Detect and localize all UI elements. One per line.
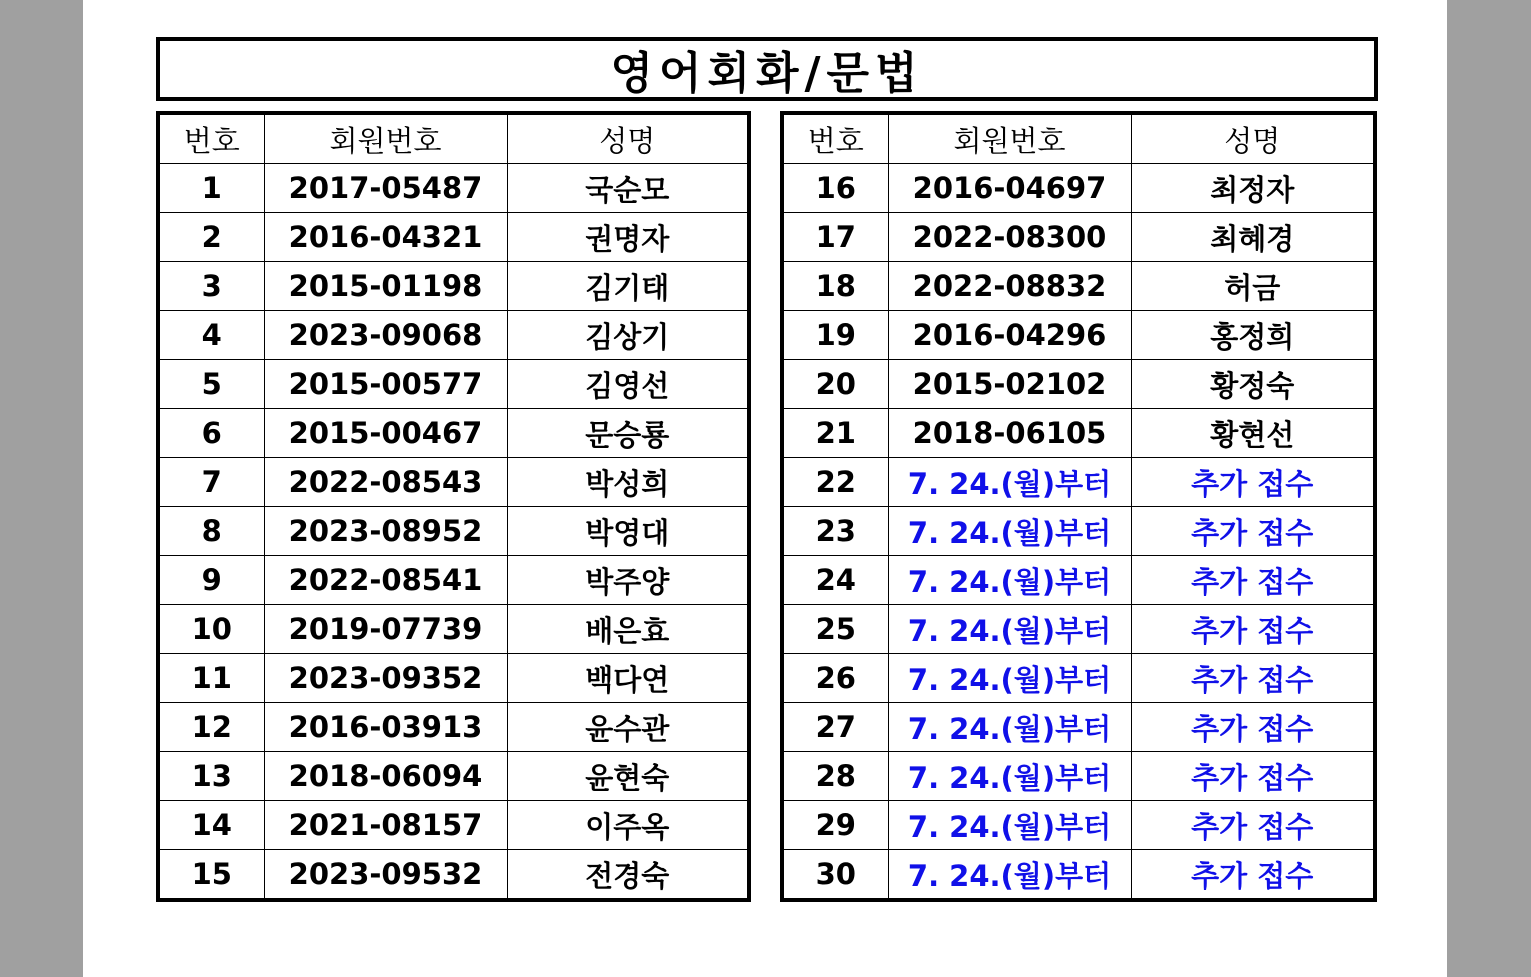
cell-name: 전경숙: [507, 850, 749, 901]
cell-name: 최혜경: [1131, 213, 1375, 262]
cell-name: 김상기: [507, 311, 749, 360]
table-row: [158, 703, 749, 752]
table-row: [782, 213, 1375, 262]
table-row: [782, 311, 1375, 360]
cell-member-id: 2023-09068: [264, 311, 507, 360]
table-row: [782, 409, 1375, 458]
cell-name: 박성희: [507, 458, 749, 507]
cell-name: 추가 접수: [1131, 458, 1375, 507]
cell-number: 15: [158, 850, 264, 901]
table-row: [158, 654, 749, 703]
cell-member-id: 2019-07739: [264, 605, 507, 654]
header-row: [158, 113, 749, 164]
table-row: [782, 703, 1375, 752]
cell-name: 김영선: [507, 360, 749, 409]
table-row: [782, 850, 1375, 901]
table-row: [782, 360, 1375, 409]
cell-member-id: 7. 24.(월)부터: [888, 752, 1131, 801]
cell-name: 추가 접수: [1131, 801, 1375, 850]
cell-number: 25: [782, 605, 888, 654]
cell-member-id: 2023-09532: [264, 850, 507, 901]
cell-member-id: 2023-08952: [264, 507, 507, 556]
cell-name: 추가 접수: [1131, 605, 1375, 654]
cell-name: 추가 접수: [1131, 752, 1375, 801]
table-row: [158, 360, 749, 409]
cell-member-id: 7. 24.(월)부터: [888, 850, 1131, 901]
cell-number: 27: [782, 703, 888, 752]
cell-member-id: 2016-03913: [264, 703, 507, 752]
cell-name: 박주양: [507, 556, 749, 605]
cell-name: 추가 접수: [1131, 850, 1375, 901]
table-row: [158, 409, 749, 458]
cell-member-id: 2018-06094: [264, 752, 507, 801]
cell-number: 10: [158, 605, 264, 654]
table-row: [782, 164, 1375, 213]
cell-number: 18: [782, 262, 888, 311]
cell-name: 배은효: [507, 605, 749, 654]
cell-number: 30: [782, 850, 888, 901]
cell-number: 8: [158, 507, 264, 556]
cell-member-id: 2022-08541: [264, 556, 507, 605]
cell-name: 박영대: [507, 507, 749, 556]
table-row: [158, 801, 749, 850]
table-row: [782, 556, 1375, 605]
cell-number: 13: [158, 752, 264, 801]
table-row: [782, 801, 1375, 850]
cell-member-id: 2016-04296: [888, 311, 1131, 360]
cell-member-id: 7. 24.(월)부터: [888, 556, 1131, 605]
cell-name: 황현선: [1131, 409, 1375, 458]
cell-member-id: 2017-05487: [264, 164, 507, 213]
table-row: [158, 262, 749, 311]
table-row: [158, 458, 749, 507]
cell-member-id: 7. 24.(월)부터: [888, 703, 1131, 752]
roster-table-right: [780, 111, 1377, 902]
cell-member-id: 7. 24.(월)부터: [888, 654, 1131, 703]
table-row: [782, 262, 1375, 311]
table-row: [158, 850, 749, 901]
cell-member-id: 2015-00467: [264, 409, 507, 458]
cell-member-id: 2023-09352: [264, 654, 507, 703]
cell-member-id: 2022-08832: [888, 262, 1131, 311]
page-title: 영어회화/문법: [156, 37, 1378, 101]
document-page: [83, 0, 1447, 977]
cell-number: 28: [782, 752, 888, 801]
cell-number: 20: [782, 360, 888, 409]
cell-number: 16: [782, 164, 888, 213]
cell-number: 26: [782, 654, 888, 703]
column-header-number: 번호: [158, 113, 264, 164]
cell-number: 17: [782, 213, 888, 262]
cell-name: 추가 접수: [1131, 556, 1375, 605]
table-row: [782, 507, 1375, 556]
table-row: [782, 458, 1375, 507]
cell-name: 홍정희: [1131, 311, 1375, 360]
cell-number: 22: [782, 458, 888, 507]
cell-name: 백다연: [507, 654, 749, 703]
cell-name: 허금: [1131, 262, 1375, 311]
cell-number: 14: [158, 801, 264, 850]
cell-name: 윤수관: [507, 703, 749, 752]
cell-member-id: 7. 24.(월)부터: [888, 801, 1131, 850]
cell-member-id: 2016-04697: [888, 164, 1131, 213]
cell-name: 추가 접수: [1131, 654, 1375, 703]
cell-member-id: 2016-04321: [264, 213, 507, 262]
cell-number: 1: [158, 164, 264, 213]
table-row: [782, 605, 1375, 654]
table-row: [782, 752, 1375, 801]
cell-name: 문승룡: [507, 409, 749, 458]
cell-name: 권명자: [507, 213, 749, 262]
cell-number: 19: [782, 311, 888, 360]
cell-number: 11: [158, 654, 264, 703]
column-header-member-id: 회원번호: [264, 113, 507, 164]
roster-table-left: [156, 111, 751, 902]
table-row: [158, 605, 749, 654]
cell-number: 29: [782, 801, 888, 850]
cell-member-id: 7. 24.(월)부터: [888, 605, 1131, 654]
column-header-name: 성명: [507, 113, 749, 164]
cell-number: 6: [158, 409, 264, 458]
cell-name: 김기태: [507, 262, 749, 311]
table-row: [158, 507, 749, 556]
cell-member-id: 2022-08300: [888, 213, 1131, 262]
cell-member-id: 2015-01198: [264, 262, 507, 311]
cell-name: 국순모: [507, 164, 749, 213]
cell-member-id: 7. 24.(월)부터: [888, 507, 1131, 556]
cell-number: 4: [158, 311, 264, 360]
cell-member-id: 2021-08157: [264, 801, 507, 850]
cell-name: 이주옥: [507, 801, 749, 850]
cell-name: 황정숙: [1131, 360, 1375, 409]
cell-number: 3: [158, 262, 264, 311]
column-header-member-id: 회원번호: [888, 113, 1131, 164]
cell-name: 윤현숙: [507, 752, 749, 801]
table-row: [158, 556, 749, 605]
column-header-number: 번호: [782, 113, 888, 164]
cell-number: 21: [782, 409, 888, 458]
table-row: [158, 213, 749, 262]
cell-number: 7: [158, 458, 264, 507]
cell-member-id: 2015-02102: [888, 360, 1131, 409]
cell-member-id: 2022-08543: [264, 458, 507, 507]
column-header-name: 성명: [1131, 113, 1375, 164]
cell-number: 12: [158, 703, 264, 752]
cell-number: 24: [782, 556, 888, 605]
cell-name: 추가 접수: [1131, 703, 1375, 752]
cell-number: 23: [782, 507, 888, 556]
table-row: [158, 164, 749, 213]
cell-number: 5: [158, 360, 264, 409]
cell-name: 최정자: [1131, 164, 1375, 213]
cell-member-id: 7. 24.(월)부터: [888, 458, 1131, 507]
header-row: [782, 113, 1375, 164]
cell-name: 추가 접수: [1131, 507, 1375, 556]
table-row: [158, 752, 749, 801]
cell-member-id: 2015-00577: [264, 360, 507, 409]
table-row: [158, 311, 749, 360]
table-row: [782, 654, 1375, 703]
cell-member-id: 2018-06105: [888, 409, 1131, 458]
cell-number: 9: [158, 556, 264, 605]
cell-number: 2: [158, 213, 264, 262]
